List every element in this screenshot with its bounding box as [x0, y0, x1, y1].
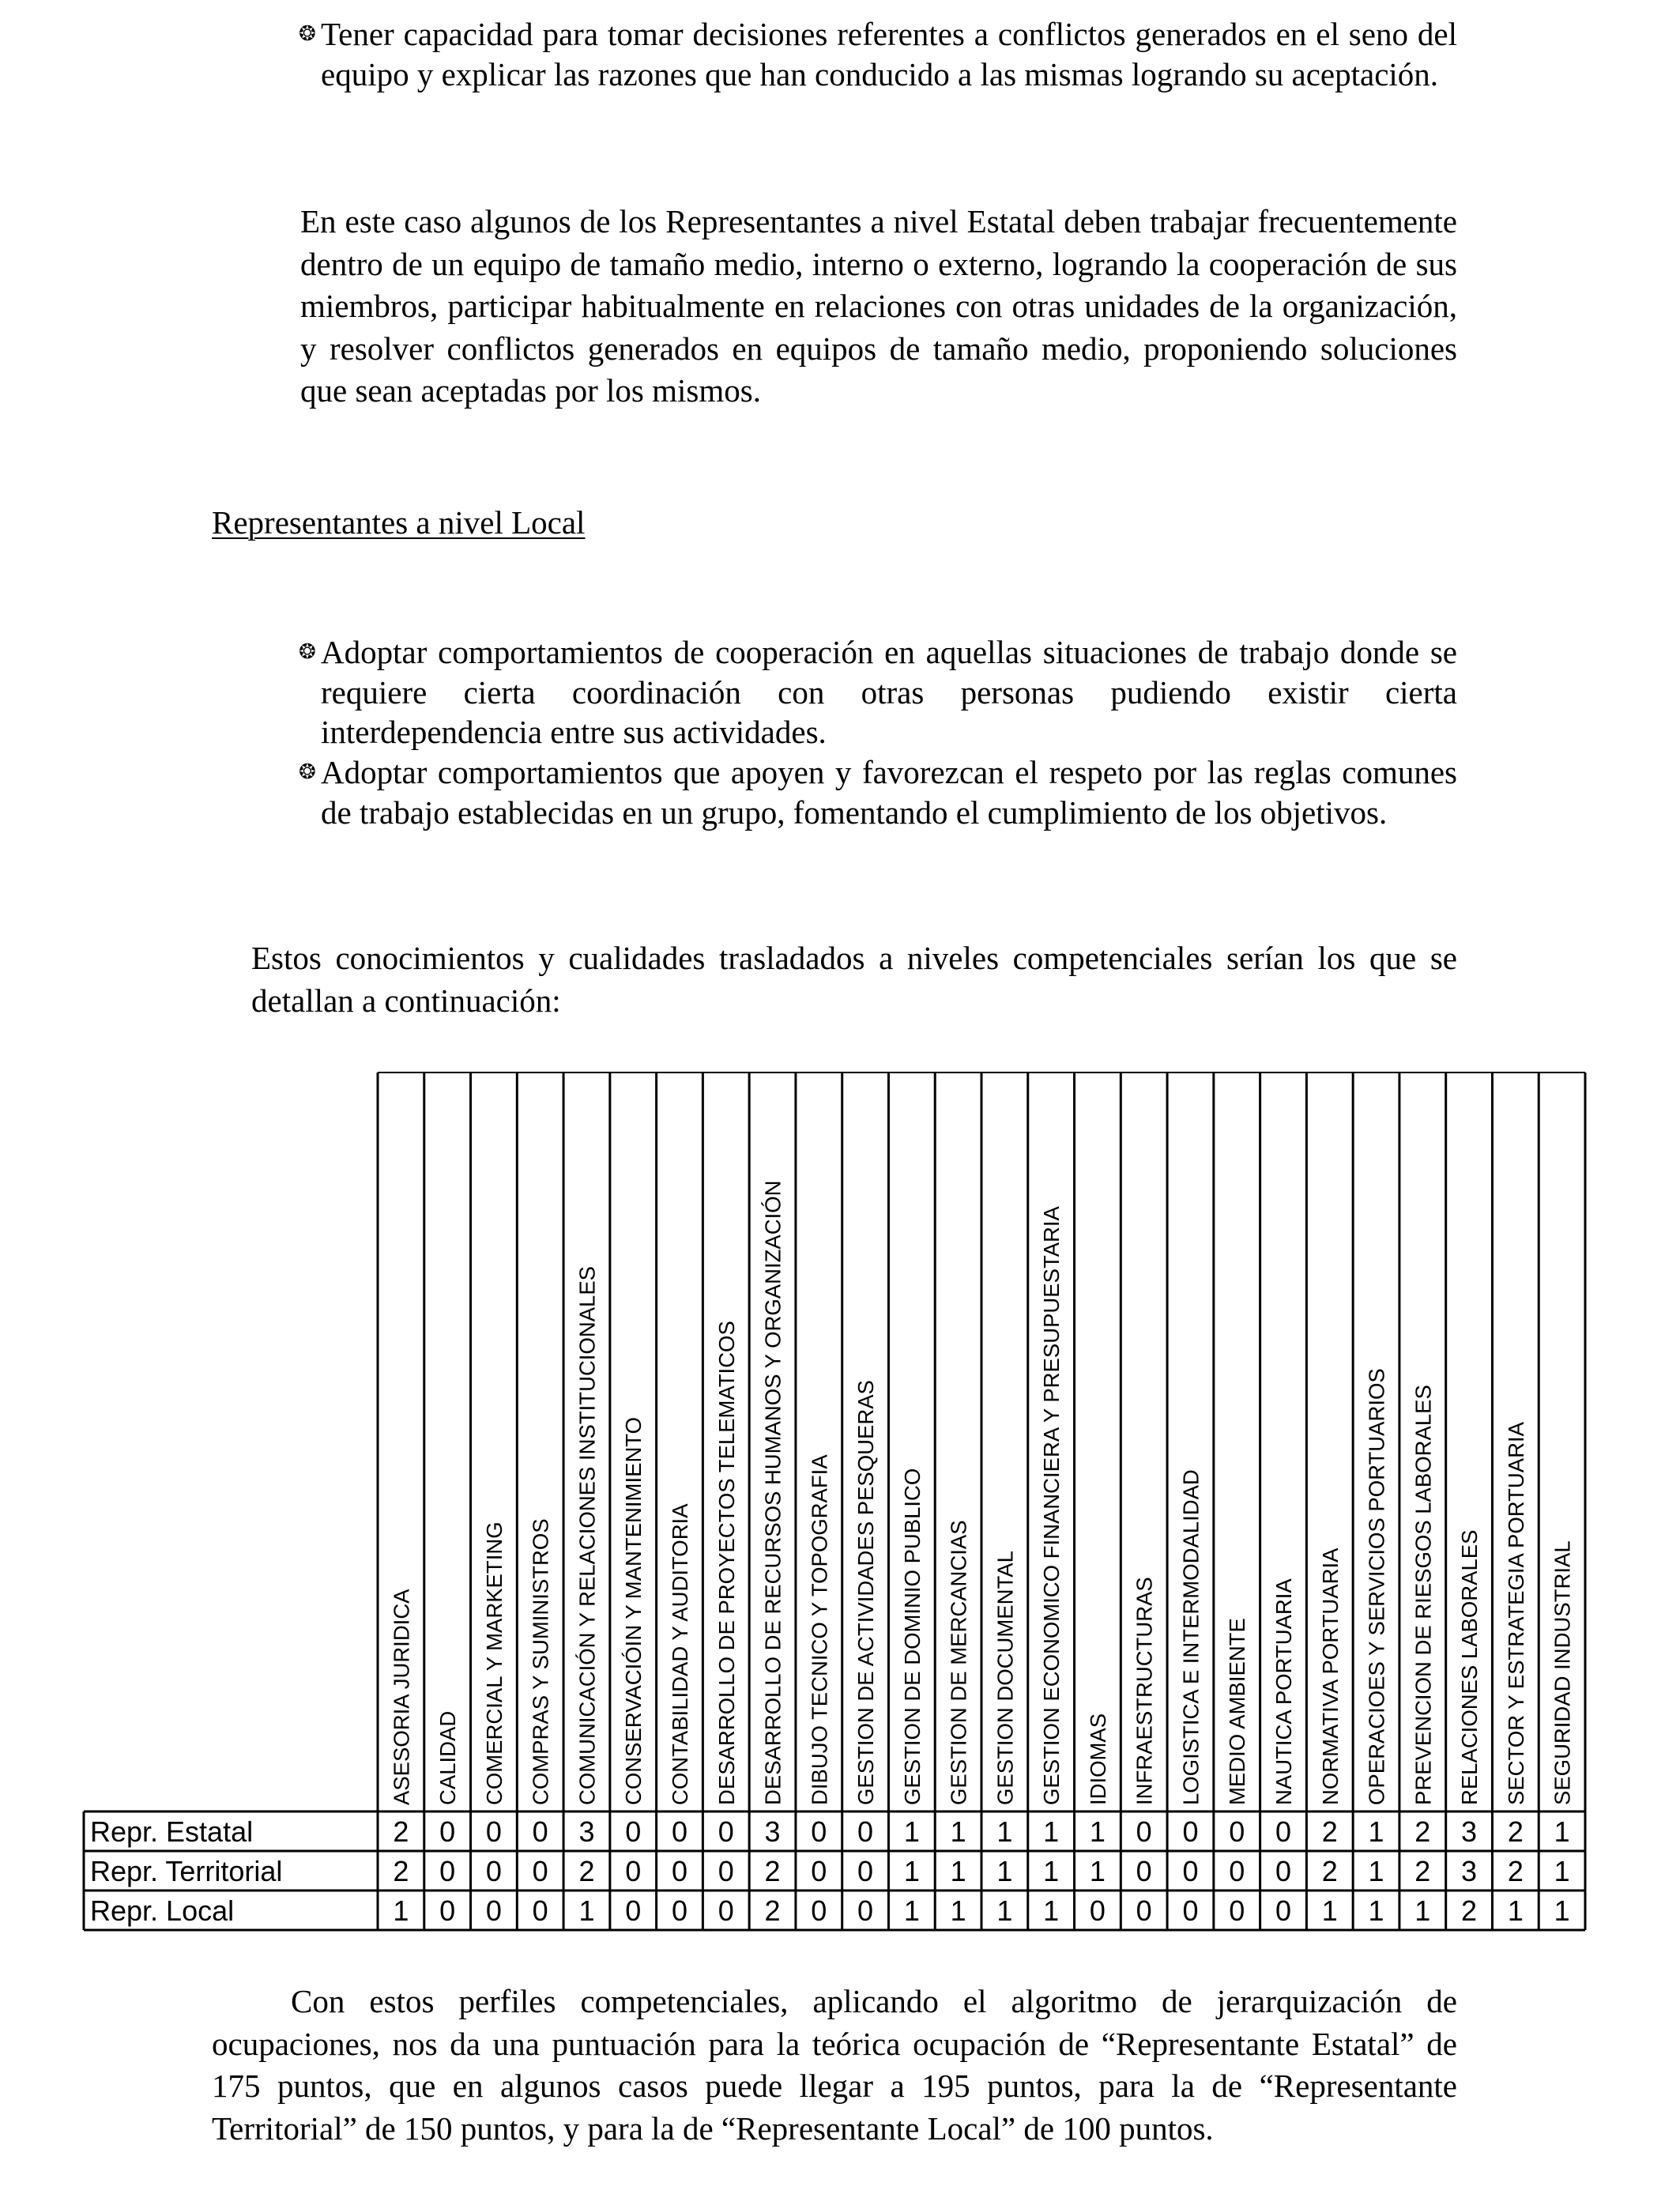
column-header-label: RELACIONES LABORALES — [1457, 1529, 1482, 1805]
table-cell-value: 1 — [950, 1894, 966, 1927]
table-cell-value: 0 — [532, 1855, 548, 1887]
column-header-label: PREVENCION DE RIESGOS LABORALES — [1411, 1385, 1436, 1805]
table-cell-value: 0 — [1136, 1815, 1152, 1848]
column-header-label: SEGURIDAD INDUSTRIAL — [1550, 1540, 1575, 1805]
table-cell-value: 0 — [625, 1815, 642, 1848]
table-cell-value: 1 — [1089, 1855, 1106, 1887]
table-cell-value: 1 — [1321, 1894, 1338, 1927]
table-cell-value: 0 — [485, 1855, 502, 1887]
table-cell-value: 3 — [578, 1815, 595, 1848]
table-cell-value: 0 — [532, 1815, 548, 1848]
closing-paragraph-text: Con estos perfiles competenciales, aplicando el algoritmo de jerarquización de ocupaciones, nos da una puntuación para la teórica ocupación de “Representante Estatal” de 175 puntos, que en algunos casos puede llegar a 195 puntos, para la de “Representante Territorial” de 150 puntos, y para la de “Representante Local” de 100 puntos. — [212, 1983, 1457, 2147]
column-header-label: GESTION DE DOMINIO PUBLICO — [899, 1468, 925, 1805]
table-cell-value: 2 — [393, 1815, 409, 1848]
table-cell-value: 0 — [718, 1815, 734, 1848]
bullet-icon: ❂ — [299, 22, 316, 45]
table-cell-value: 2 — [393, 1855, 409, 1887]
row-label: Repr. Territorial — [90, 1855, 283, 1887]
table-cell-value: 0 — [857, 1815, 874, 1848]
table-cell-value: 0 — [1136, 1894, 1152, 1927]
table-cell-value: 2 — [578, 1855, 595, 1887]
column-header-label: GESTION DE MERCANCIAS — [946, 1520, 971, 1805]
column-header-label: DESARROLLO DE RECURSOS HUMANOS Y ORGANIZACIÓN — [760, 1180, 785, 1805]
table-cell-value: 1 — [1414, 1894, 1431, 1927]
estatal-paragraph: En este caso algunos de los Representantes a nivel Estatal deben trabajar frecuentemente dentro de un equipo de tamaño medio, interno o externo, logrando la cooperación de sus miembros, participar habitualmente en relaciones con otras unidades de la organización, y resolver conflictos generados en equipos de tamaño medio, proponiendo soluciones que sean aceptadas por los mismos. — [300, 203, 1457, 409]
table-cell-value: 2 — [764, 1855, 781, 1887]
table-cell-value: 1 — [1554, 1894, 1570, 1927]
local-bullet-1-text: Adoptar comportamientos de cooperación en aquellas situaciones de trabajo donde se requiere cierta coordinación con otras personas pudiendo existir cierta interdependencia entre sus actividades. — [321, 634, 1457, 750]
table-cell-value: 2 — [1461, 1894, 1478, 1927]
table-cell-value: 0 — [1275, 1855, 1292, 1887]
table-cell-value: 0 — [1089, 1894, 1106, 1927]
table-cell-value: 0 — [718, 1894, 734, 1927]
table-cell-value: 1 — [1554, 1855, 1570, 1887]
table-cell-value: 1 — [1554, 1815, 1570, 1848]
column-header-label: IDIOMAS — [1085, 1713, 1110, 1805]
table-cell-value: 0 — [485, 1815, 502, 1848]
table-cell-value: 0 — [1229, 1894, 1245, 1927]
column-header-label: CALIDAD — [435, 1710, 461, 1805]
table-cell-value: 1 — [1507, 1894, 1524, 1927]
column-header-label: GESTION DOCUMENTAL — [993, 1551, 1018, 1805]
local-bullet-1 — [299, 632, 1457, 752]
table-cell-value: 2 — [1414, 1815, 1431, 1848]
column-header-label: COMUNICACIÓN Y RELACIONES INSTITUCIONALES — [574, 1265, 600, 1805]
table-cell-value: 1 — [1043, 1894, 1060, 1927]
table-cell-value: 1 — [1368, 1815, 1384, 1848]
table-cell-value: 2 — [764, 1894, 781, 1927]
bullet-icon: ❂ — [299, 760, 316, 783]
intro-bullet — [299, 14, 1457, 94]
table-cell-value: 0 — [532, 1894, 548, 1927]
column-header-label: CONSERVACIÓIN Y MANTENIMIENTO — [621, 1416, 646, 1805]
table-cell-value: 0 — [1229, 1855, 1245, 1887]
column-header-label: COMPRAS Y SUMINISTROS — [528, 1518, 553, 1805]
table-cell-value: 0 — [857, 1894, 874, 1927]
column-header-label: DESARROLLO DE PROYECTOS TELEMATICOS — [714, 1321, 739, 1805]
table-cell-value: 3 — [764, 1815, 781, 1848]
table-cell-value: 0 — [671, 1855, 688, 1887]
table-cell-value: 0 — [485, 1894, 502, 1927]
table-cell-value: 0 — [1182, 1894, 1199, 1927]
local-bullet-2 — [299, 752, 1457, 832]
table-cell-value: 0 — [439, 1855, 456, 1887]
table-cell-value: 0 — [671, 1894, 688, 1927]
column-header-label: GESTION DE ACTIVIDADES PESQUERAS — [853, 1380, 879, 1805]
column-header-label: CONTABILIDAD Y AUDITORIA — [668, 1503, 692, 1805]
table-cell-value: 0 — [1182, 1855, 1199, 1887]
local-bullet-2-text: Adoptar comportamientos que apoyen y favorezcan el respeto por las reglas comunes de trabajo establecidas en un grupo, fomentando el cumplimiento de los objetivos. — [321, 754, 1457, 831]
table-cell-value: 1 — [950, 1855, 966, 1887]
table-cell-value: 0 — [625, 1855, 642, 1887]
table-cell-value: 1 — [1089, 1815, 1106, 1848]
table-cell-value: 0 — [1136, 1855, 1152, 1887]
table-cell-value: 1 — [903, 1894, 920, 1927]
table-cell-value: 1 — [1043, 1815, 1060, 1848]
table-cell-value: 0 — [439, 1894, 456, 1927]
table-cell-value: 1 — [950, 1815, 966, 1848]
row-label: Repr. Local — [90, 1894, 235, 1927]
table-cell-value: 0 — [1275, 1815, 1292, 1848]
table-cell-value: 0 — [1275, 1894, 1292, 1927]
table-cell-value: 1 — [996, 1815, 1013, 1848]
column-header-label: INFRAESTRUCTURAS — [1132, 1577, 1157, 1805]
table-cell-value: 0 — [671, 1815, 688, 1848]
table-cell-value: 0 — [625, 1894, 642, 1927]
column-header-label: GESTION ECONOMICO FINANCIERA Y PRESUPUESTARIA — [1039, 1206, 1064, 1805]
table-cell-value: 0 — [1229, 1815, 1245, 1848]
lead-in-paragraph: Estos conocimientos y cualidades trasladados a niveles competenciales serían los que se detallan a continuación: — [251, 940, 1457, 1019]
table-cell-value: 1 — [1368, 1894, 1384, 1927]
table-cell-value: 1 — [1368, 1855, 1384, 1887]
table-cell-value: 0 — [718, 1855, 734, 1887]
table-cell-value: 3 — [1461, 1855, 1478, 1887]
table-cell-value: 0 — [439, 1815, 456, 1848]
table-cell-value: 0 — [811, 1855, 827, 1887]
table-cell-value: 1 — [903, 1855, 920, 1887]
table-cell-value: 0 — [811, 1894, 827, 1927]
table-cell-value: 1 — [578, 1894, 595, 1927]
column-header-label: OPERACIOES Y SERVICIOS PORTUARIOS — [1364, 1368, 1389, 1805]
table-cell-value: 2 — [1507, 1815, 1524, 1848]
table-cell-value: 1 — [996, 1894, 1013, 1927]
column-header-label: MEDIO AMBIENTE — [1225, 1618, 1250, 1805]
local-heading: Representantes a nivel Local — [212, 504, 586, 541]
closing-paragraph — [212, 1981, 1457, 2150]
column-header-label: NORMATIVA PORTUARIA — [1317, 1547, 1343, 1805]
table-cell-value: 1 — [393, 1894, 409, 1927]
table-cell-value: 0 — [1182, 1815, 1199, 1848]
column-header-label: LOGISTICA E INTERMODALIDAD — [1178, 1469, 1203, 1805]
table-cell-value: 2 — [1507, 1855, 1524, 1887]
column-header-label: COMERCIAL Y MARKETING — [481, 1521, 507, 1805]
intro-bullet-text: Tener capacidad para tomar decisiones referentes a conflictos generados en el seno del equipo y explicar las razones que han conducido a las mismas logrando su aceptación. — [321, 16, 1457, 92]
table-cell-value: 0 — [857, 1855, 874, 1887]
column-header-label: DIBUJO TECNICO Y TOPOGRAFIA — [807, 1454, 832, 1805]
table-cell-value: 1 — [996, 1855, 1013, 1887]
table-cell-value: 3 — [1461, 1815, 1478, 1848]
row-label: Repr. Estatal — [90, 1815, 254, 1848]
table-cell-value: 2 — [1321, 1815, 1338, 1848]
column-header-label: SECTOR Y ESTRATEGIA PORTUARIA — [1503, 1422, 1528, 1805]
table-cell-value: 1 — [903, 1815, 920, 1848]
table-cell-value: 2 — [1414, 1855, 1431, 1887]
table-cell-value: 2 — [1321, 1855, 1338, 1887]
column-header-label: ASESORIA JURIDICA — [389, 1589, 414, 1805]
bullet-icon: ❂ — [299, 640, 316, 663]
table-cell-value: 1 — [1043, 1855, 1060, 1887]
column-header-label: NAUTICA PORTUARIA — [1271, 1578, 1296, 1805]
table-cell-value: 0 — [811, 1815, 827, 1848]
